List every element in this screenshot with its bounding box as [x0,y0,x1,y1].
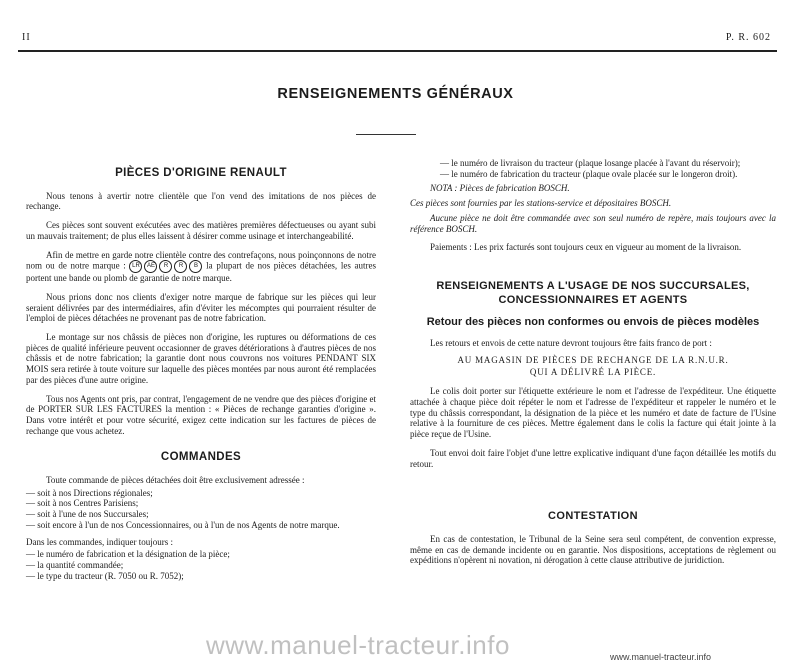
page-number: II [22,32,31,43]
commande-destination-item: — soit à l'une de nos Succursales; [26,509,149,520]
page-title: RENSEIGNEMENTS GÉNÉRAUX [277,86,514,102]
commande-destination-item: — soit à nos Directions régionales; [26,487,153,498]
header-rule [18,50,777,52]
heading-retour-pieces: Retour des pièces non conformes ou envois de pièces modèles [426,315,760,328]
nota-bosch: NOTA : Pièces de fabrication BOSCH. [430,183,570,194]
paragraph-imitations: Nous tenons à avertir notre clientèle que l'on vend des imitations de nos pièces de rechange. [26,190,376,212]
magasin-address [410,354,776,378]
title-divider [356,134,416,135]
trademark-mark-icon: LR [129,260,142,273]
page-reference: P. R. 602 [725,32,771,43]
left-column [26,168,376,581]
trademark-mark-icon: AE [144,260,157,273]
heading-contestation: CONTESTATION [548,510,638,523]
heading-pieces-origine: PIÈCES D'ORIGINE RENAULT [115,167,287,179]
commande-info-item: — la quantité commandée; [26,559,124,570]
commande-info-item: — le type du tracteur (R. 7050 ou R. 7052); [26,570,184,581]
magasin-line1: AU MAGASIN DE PIÈCES DE RECHANGE DE LA R.N.U.R. [457,355,729,366]
commande-info-item: — le numéro de fabrication et la désignation de la pièce; [26,549,230,560]
heading-renseignements-line1: RENSEIGNEMENTS A L'USAGE DE NOS SUCCURSALES, [436,279,750,292]
paragraph-marque-fabrique: Nous prions donc nos clients d'exiger notre marque de fabrique sur les pièces qui leur seraient délivrées par des intermédiaires, afin d'éviter les mécomptes qui pourraient résulter de l'emploi de pièces détachées ne provenant pas de notre fabrication. [26,291,376,324]
contrefacons-text-after: la plupart de nos pièces détachées, les autres portent une bande ou plomb de garantie de notre marque. [26,260,377,284]
bosch-stations: Ces pièces sont fournies par les stations-service et dépositaires BOSCH. [410,198,672,209]
paragraph-franco-port: Les retours et envois de cette nature devront toujours être faits franco de port : [430,337,712,348]
heading-commandes: COMMANDES [160,451,242,464]
trademark-mark-icon: R [159,260,172,273]
footer-url-link[interactable]: www.manuel-tracteur.info [609,652,711,662]
commandes-indiquer: Dans les commandes, indiquer toujours : [26,536,173,547]
heading-renseignements-usage [410,279,776,307]
trademark-mark-icon: B [189,260,202,273]
heading-renseignements-line2: CONCESSIONNAIRES ET AGENTS [498,293,688,306]
bosch-reference: Aucune pièce ne doit être commandée avec son seul numéro de repère, mais toujours avec la référence BOSCH. [410,212,776,234]
commandes-intro: Toute commande de pièces détachées doit être exclusivement adressée : [46,475,305,486]
paragraph-paiements: Paiements : Les prix facturés sont toujours ceux en vigueur au moment de la livraison. [430,242,742,253]
paragraph-contestation: En cas de contestation, le Tribunal de la Seine sera seul compétent, de convention expresse, même en cas de demande incidente ou en garantie. Nos dispositions, acceptations de règlement ou expéditions n'opèrent ni novation, ni dérogation à cette clause attributive de juridiction. [410,533,776,566]
commande-destination-item: — soit encore à l'un de nos Concessionnaires, ou à l'un de nos Agents de notre marque. [26,519,340,530]
magasin-line2: QUI A DÉLIVRÉ LA PIÈCE. [529,367,657,378]
commande-destination-item: — soit à nos Centres Parisiens; [26,498,139,509]
commande-info-item: — le numéro de livraison du tracteur (plaque losange placée à l'avant du réservoir); [440,158,741,168]
paragraph-contrefacons [26,250,376,284]
commande-info-item: — le numéro de fabrication du tracteur (plaque ovale placée sur le longeron droit). [440,168,738,179]
paragraph-colis: Le colis doit porter sur l'étiquette extérieure le nom et l'adresse de l'expéditeur. Une étiquette attachée à chaque pièce doit répéter le nom et l'adresse de l'expéditeur et rappeler le numéro et le type du châssis correspondant, la désignation de la pièce et les numéro et date de facture de l'Usine relative à la fourniture de ces pièces. Mettre également dans le colis la facture qui était jointe à la pièce reçue de l'Usine. [410,386,776,440]
paragraph-lettre-explicative: Tout envoi doit faire l'objet d'une lettre explicative indiquant d'une façon détaillée les motifs du retour. [410,447,776,469]
paragraph-defectueuses: Ces pièces sont souvent exécutées avec des matières premières défectueuses ou ayant subi un mauvais traitement; de plus elles laissent à désirer comme usinage et interchangeabilité. [26,220,376,241]
paragraph-agents: Tous nos Agents ont pris, par contrat, l'engagement de ne vendre que des pièces d'origine et de PORTER SUR LES FACTURES la mention : « Pièces de rechange garanties d'origine ». Dans votre intérêt et pour votre sécurité, exigez cette indication sur les factures de pièces de rechange que vous achetez. [26,393,376,436]
trademark-mark-icon: R [174,260,187,273]
paragraph-garantie: Le montage sur nos châssis de pièces non d'origine, les ruptures ou déformations de ces pièces de qualité inférieure peuvent occasionner de graves détériorations à d'autres pièces de nos châssis et de notre fabrication; la garantie dont nous couvrons nos voitures PENDANT SIX MOIS sera retirée à toute voiture sur laquelle des pièces montées par nous auront été remplacées par des pièces d'une autre origine. [26,332,376,385]
contrefacons-text-before: Afin de mettre en garde notre clientèle contre des contrefaçons, nous poinçonnons de notre nom ou de notre marque : [26,249,376,271]
right-column [410,158,776,574]
trademark-marks [129,260,202,273]
watermark-text: www.manuel-tracteur.info [206,630,510,660]
